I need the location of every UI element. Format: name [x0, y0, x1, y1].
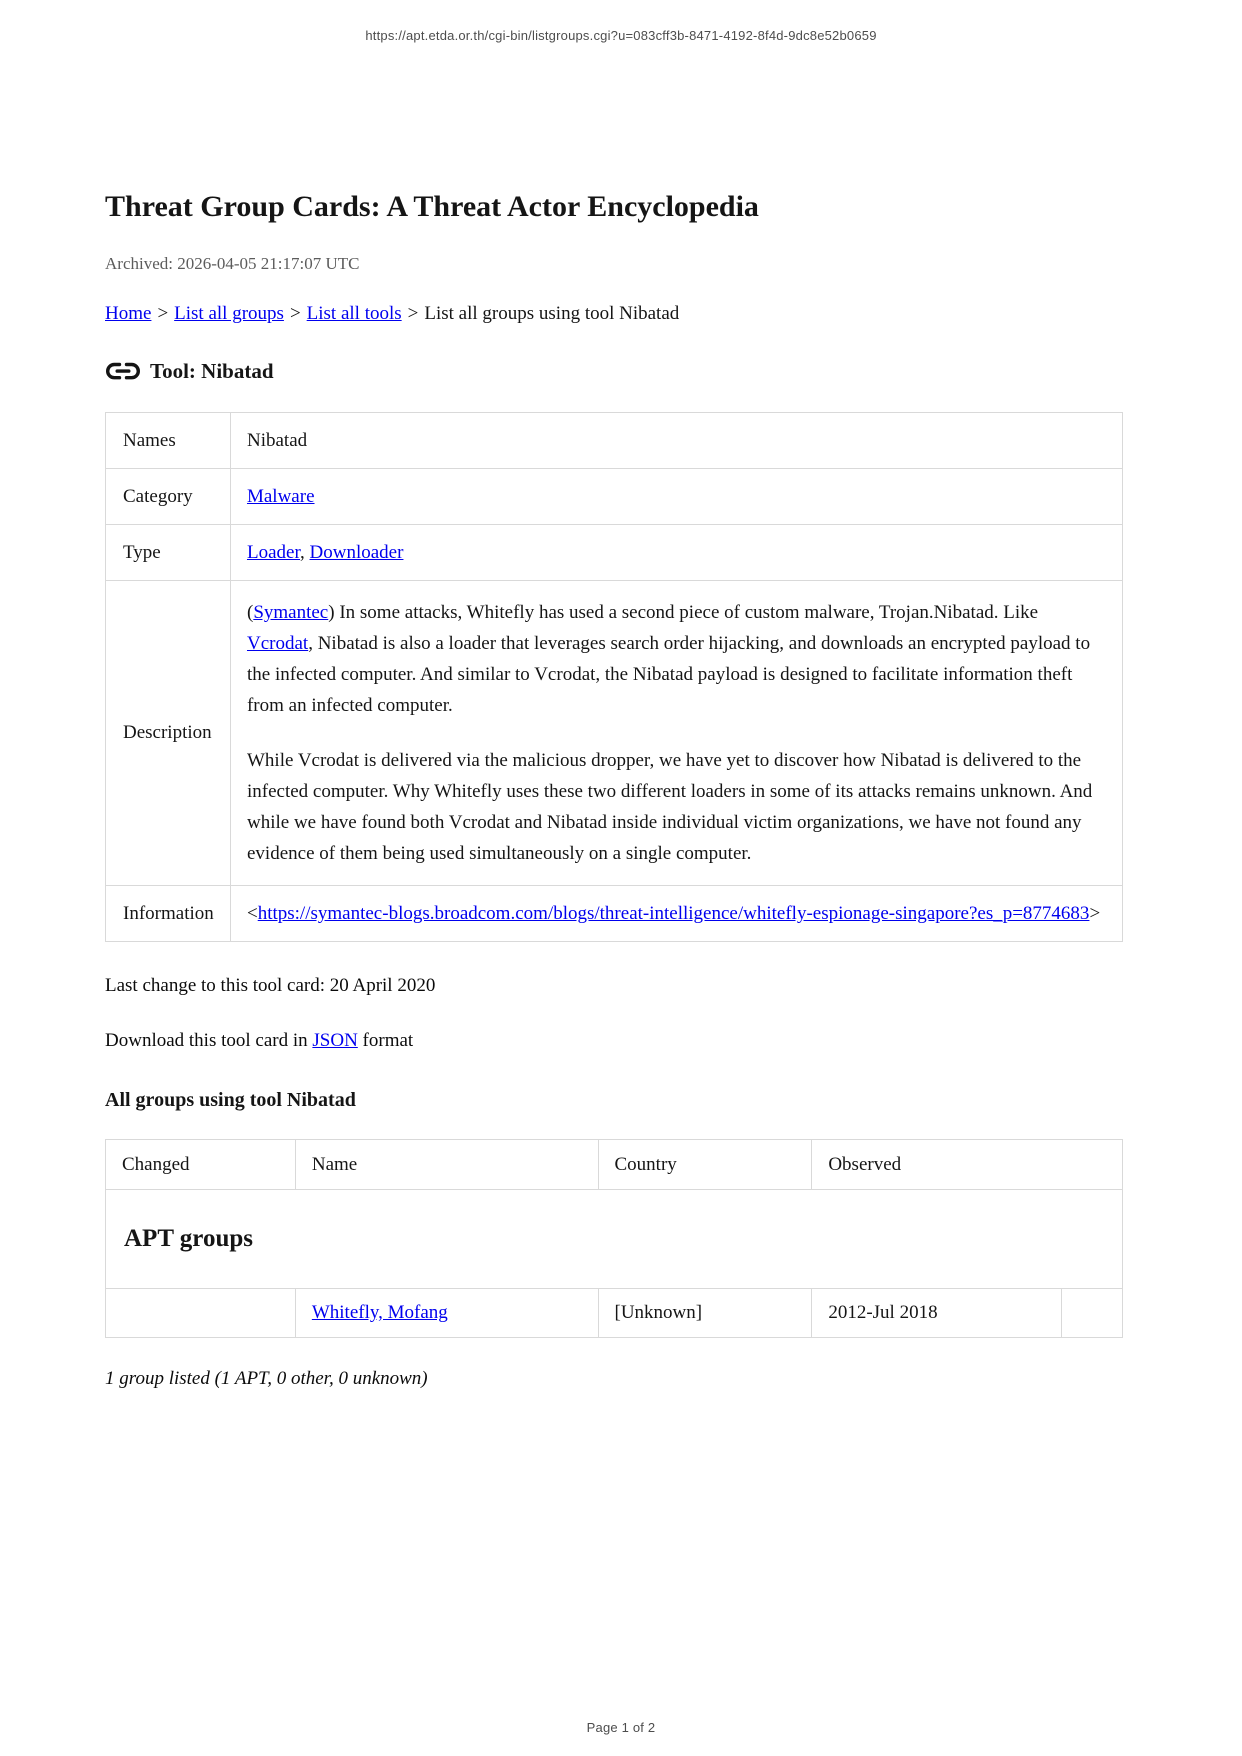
category-malware-link[interactable]: Malware	[246, 486, 315, 507]
group-changed-cell	[106, 1289, 296, 1338]
information-close-bracket: >	[1089, 903, 1101, 924]
information-source-link[interactable]: https://symantec-blogs.broadcom.com/blogs/threat-intelligence/whitefly-espionage-singapore?es_p=8774683	[257, 903, 1090, 924]
type-separator: ,	[300, 542, 310, 563]
description-paragraph-1	[247, 597, 1106, 721]
breadcrumb-separator: >	[407, 303, 419, 324]
vcrodat-link[interactable]: Vcrodat	[246, 633, 309, 654]
group-observed-cell: 2012-Jul 2018	[812, 1289, 1062, 1338]
column-header-observed: Observed	[812, 1140, 1123, 1190]
breadcrumb-separator: >	[289, 303, 301, 324]
json-download-link[interactable]: JSON	[312, 1030, 358, 1051]
table-row	[106, 1289, 1123, 1338]
group-name-cell	[295, 1289, 598, 1338]
groups-summary: 1 group listed (1 APT, 0 other, 0 unknown)	[105, 1368, 428, 1389]
table-row-names	[106, 413, 1123, 469]
type-label: Type	[106, 525, 231, 581]
breadcrumb-current: List all groups using tool Nibatad	[424, 303, 680, 324]
print-header-url: https://apt.etda.or.th/cgi-bin/listgroups.cgi?u=083cff3b-8471-4192-8f4d-9dc8e52b0659	[365, 28, 877, 43]
type-loader-link[interactable]: Loader	[246, 542, 301, 563]
page-number: Page 1 of 2	[586, 1720, 656, 1735]
column-header-changed: Changed	[106, 1140, 296, 1190]
description-text: , Nibatad is also a loader that leverages search order hijacking, and downloads an encrypted payload to the infected computer. And similar to Vcrodat, the Nibatad payload is designed to facilitate information theft from an infected computer.	[246, 633, 1091, 716]
tool-card-table	[105, 412, 1123, 942]
description-paragraph-2: While Vcrodat is delivered via the malicious dropper, we have yet to discover how Nibatad is delivered to the infected computer. Why Whitefly uses these two different loaders in some of its attacks remains unknown. And while we have found both Vcrodat and Nibatad inside individual victim organizations, we have not found any evidence of them being used simultaneously on a single computer.	[246, 750, 1093, 864]
description-text: (	[246, 602, 254, 623]
column-header-country: Country	[598, 1140, 812, 1190]
tool-heading	[105, 359, 1123, 384]
breadcrumb-separator: >	[157, 303, 169, 324]
tool-heading-label: Tool: Nibatad	[150, 359, 274, 383]
description-label: Description	[106, 581, 231, 886]
archived-timestamp: Archived: 2026-04-05 21:17:07 UTC	[105, 254, 360, 273]
group-country-cell: [Unknown]	[598, 1289, 812, 1338]
apt-groups-section-row	[106, 1190, 1123, 1289]
group-extra-cell	[1062, 1289, 1123, 1338]
page-content	[105, 0, 1123, 1390]
category-label: Category	[106, 469, 231, 525]
information-label: Information	[106, 886, 231, 942]
download-prefix: Download this tool card in	[105, 1030, 313, 1051]
download-note	[105, 1030, 1123, 1052]
breadcrumb-link-list-all-tools[interactable]: List all tools	[306, 303, 402, 324]
breadcrumb-link-list-all-groups[interactable]: List all groups	[174, 303, 284, 324]
names-label: Names	[106, 413, 231, 469]
groups-section-heading: All groups using tool Nibatad	[105, 1089, 356, 1111]
description-text: ) In some attacks, Whitefly has used a second piece of custom malware, Trojan.Nibatad. Like	[328, 602, 1039, 623]
information-open-bracket: <	[246, 903, 258, 924]
symantec-link[interactable]: Symantec	[253, 602, 329, 623]
link-icon	[105, 360, 141, 383]
breadcrumb-link-home[interactable]: Home	[105, 303, 152, 324]
groups-table	[105, 1139, 1123, 1338]
groups-table-header-row	[106, 1140, 1123, 1190]
names-value: Nibatad	[230, 413, 1122, 469]
table-row-type	[106, 525, 1123, 581]
table-row-information	[106, 886, 1123, 942]
type-downloader-link[interactable]: Downloader	[309, 542, 404, 563]
apt-groups-heading: APT groups	[106, 1190, 1123, 1289]
whitefly-mofang-link[interactable]: Whitefly, Mofang	[311, 1302, 448, 1323]
column-header-name: Name	[295, 1140, 598, 1190]
breadcrumb	[105, 303, 1123, 325]
last-change-note: Last change to this tool card: 20 April 2020	[105, 975, 436, 996]
table-row-description	[106, 581, 1123, 886]
page-title: Threat Group Cards: A Threat Actor Encyclopedia	[105, 190, 759, 223]
download-suffix: format	[357, 1030, 414, 1051]
table-row-category	[106, 469, 1123, 525]
